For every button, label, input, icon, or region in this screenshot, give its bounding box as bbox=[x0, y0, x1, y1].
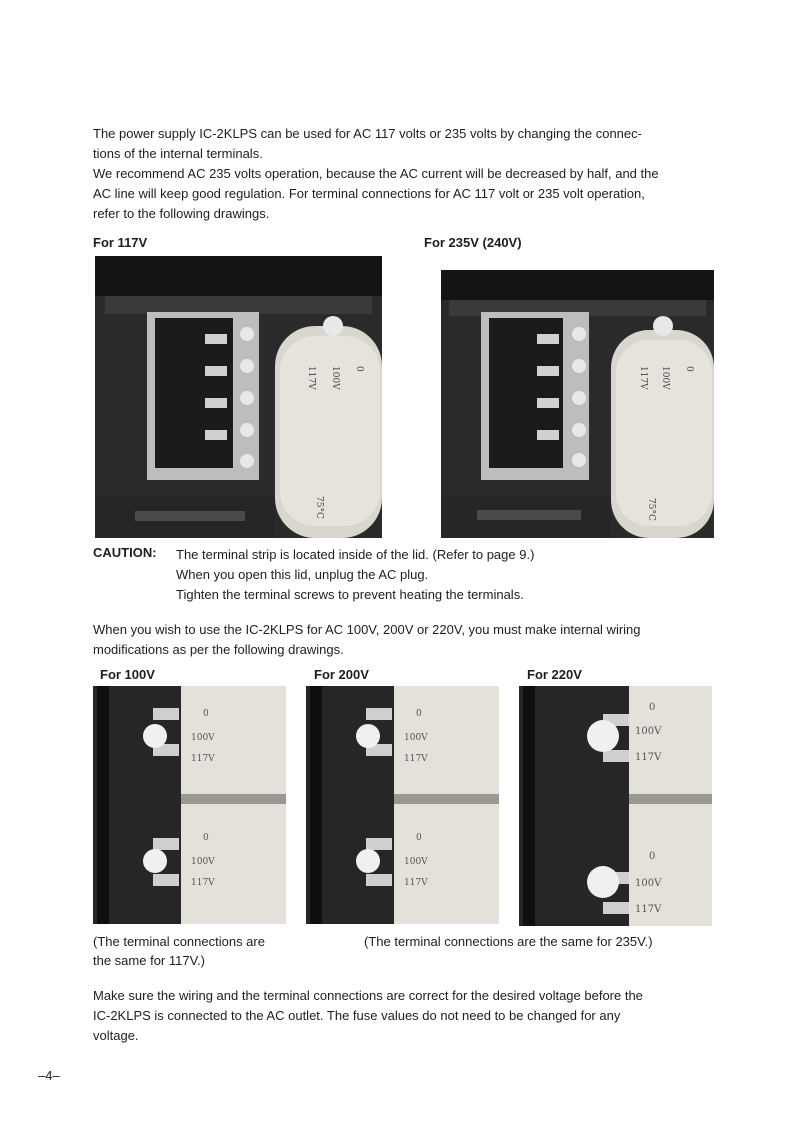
mid-line-2: modifications as per the following drawings. bbox=[93, 642, 344, 657]
label-100v: For 100V bbox=[100, 667, 155, 682]
intro-line-2: tions of the internal terminals. bbox=[93, 146, 263, 161]
mark-0-top: 0 bbox=[649, 702, 656, 713]
closing-line-1: Make sure the wiring and the terminal connections are correct for the desired voltage before the bbox=[93, 988, 643, 1003]
mark-117v: 117V bbox=[638, 366, 648, 390]
mark-100v-bottom: 100V bbox=[635, 878, 662, 889]
photo-117v bbox=[95, 256, 382, 538]
caption-left-line-1: (The terminal connections are bbox=[93, 934, 265, 949]
mark-100v: 100V bbox=[330, 366, 340, 390]
caution-line-1: The terminal strip is located inside of the lid. (Refer to page 9.) bbox=[176, 547, 535, 562]
mark-100v: 100V bbox=[660, 366, 670, 390]
mark-0-bottom: 0 bbox=[203, 833, 209, 843]
caption-right: (The terminal connections are the same for 235V.) bbox=[364, 934, 653, 949]
mark-117v-top: 117V bbox=[635, 752, 662, 763]
mark-117v-top: 117V bbox=[404, 754, 428, 764]
mark-75c: 75°C bbox=[646, 498, 656, 521]
mark-100v-top: 100V bbox=[635, 726, 662, 737]
photo-220v bbox=[519, 686, 712, 926]
mark-0-bottom: 0 bbox=[416, 833, 422, 843]
mark-117v-bottom: 117V bbox=[635, 904, 662, 915]
intro-line-3: We recommend AC 235 volts operation, because the AC current will be decreased by half, and the bbox=[93, 166, 659, 181]
mark-0-top: 0 bbox=[416, 709, 422, 719]
closing-paragraph bbox=[93, 986, 733, 1046]
caution-line-3: Tighten the terminal screws to prevent heating the terminals. bbox=[176, 587, 524, 602]
caution-text bbox=[176, 545, 736, 605]
photo-100v bbox=[93, 686, 286, 924]
caption-left bbox=[93, 932, 323, 970]
label-117v: For 117V bbox=[93, 235, 148, 250]
intro-line-1: The power supply IC-2KLPS can be used for AC 117 volts or 235 volts by changing the connec- bbox=[93, 126, 642, 141]
mark-100v-top: 100V bbox=[191, 733, 215, 743]
mid-line-1: When you wish to use the IC-2KLPS for AC 100V, 200V or 220V, you must make internal wiring bbox=[93, 622, 641, 637]
label-220v: For 220V bbox=[527, 667, 582, 682]
mark-0-top: 0 bbox=[203, 709, 209, 719]
photo-200v bbox=[306, 686, 499, 924]
mark-zero: 0 bbox=[354, 366, 364, 372]
page-number: –4– bbox=[38, 1068, 60, 1083]
intro-paragraph bbox=[93, 124, 733, 224]
intro-line-4: AC line will keep good regulation. For terminal connections for AC 117 volt or 235 volt operation, bbox=[93, 186, 645, 201]
caution-line-2: When you open this lid, unplug the AC plug. bbox=[176, 567, 429, 582]
photo-235v bbox=[441, 270, 714, 538]
mark-117v: 117V bbox=[306, 366, 316, 390]
mark-0-bottom: 0 bbox=[649, 851, 656, 862]
closing-line-3: voltage. bbox=[93, 1028, 139, 1043]
mark-117v-bottom: 117V bbox=[191, 878, 215, 888]
mark-100v-top: 100V bbox=[404, 733, 428, 743]
label-235v: For 235V (240V) bbox=[424, 235, 522, 250]
mark-117v-bottom: 117V bbox=[404, 878, 428, 888]
mark-zero: 0 bbox=[684, 366, 694, 372]
caution-label: CAUTION: bbox=[93, 545, 157, 560]
caption-left-line-2: the same for 117V.) bbox=[93, 953, 206, 968]
label-200v: For 200V bbox=[314, 667, 369, 682]
mark-100v-bottom: 100V bbox=[404, 857, 428, 867]
modification-paragraph bbox=[93, 620, 733, 660]
mark-117v-top: 117V bbox=[191, 754, 215, 764]
mark-100v-bottom: 100V bbox=[191, 857, 215, 867]
closing-line-2: IC-2KLPS is connected to the AC outlet. The fuse values do not need to be changed for any bbox=[93, 1008, 621, 1023]
mark-75c: 75°C bbox=[314, 496, 324, 519]
intro-line-5: refer to the following drawings. bbox=[93, 206, 270, 221]
